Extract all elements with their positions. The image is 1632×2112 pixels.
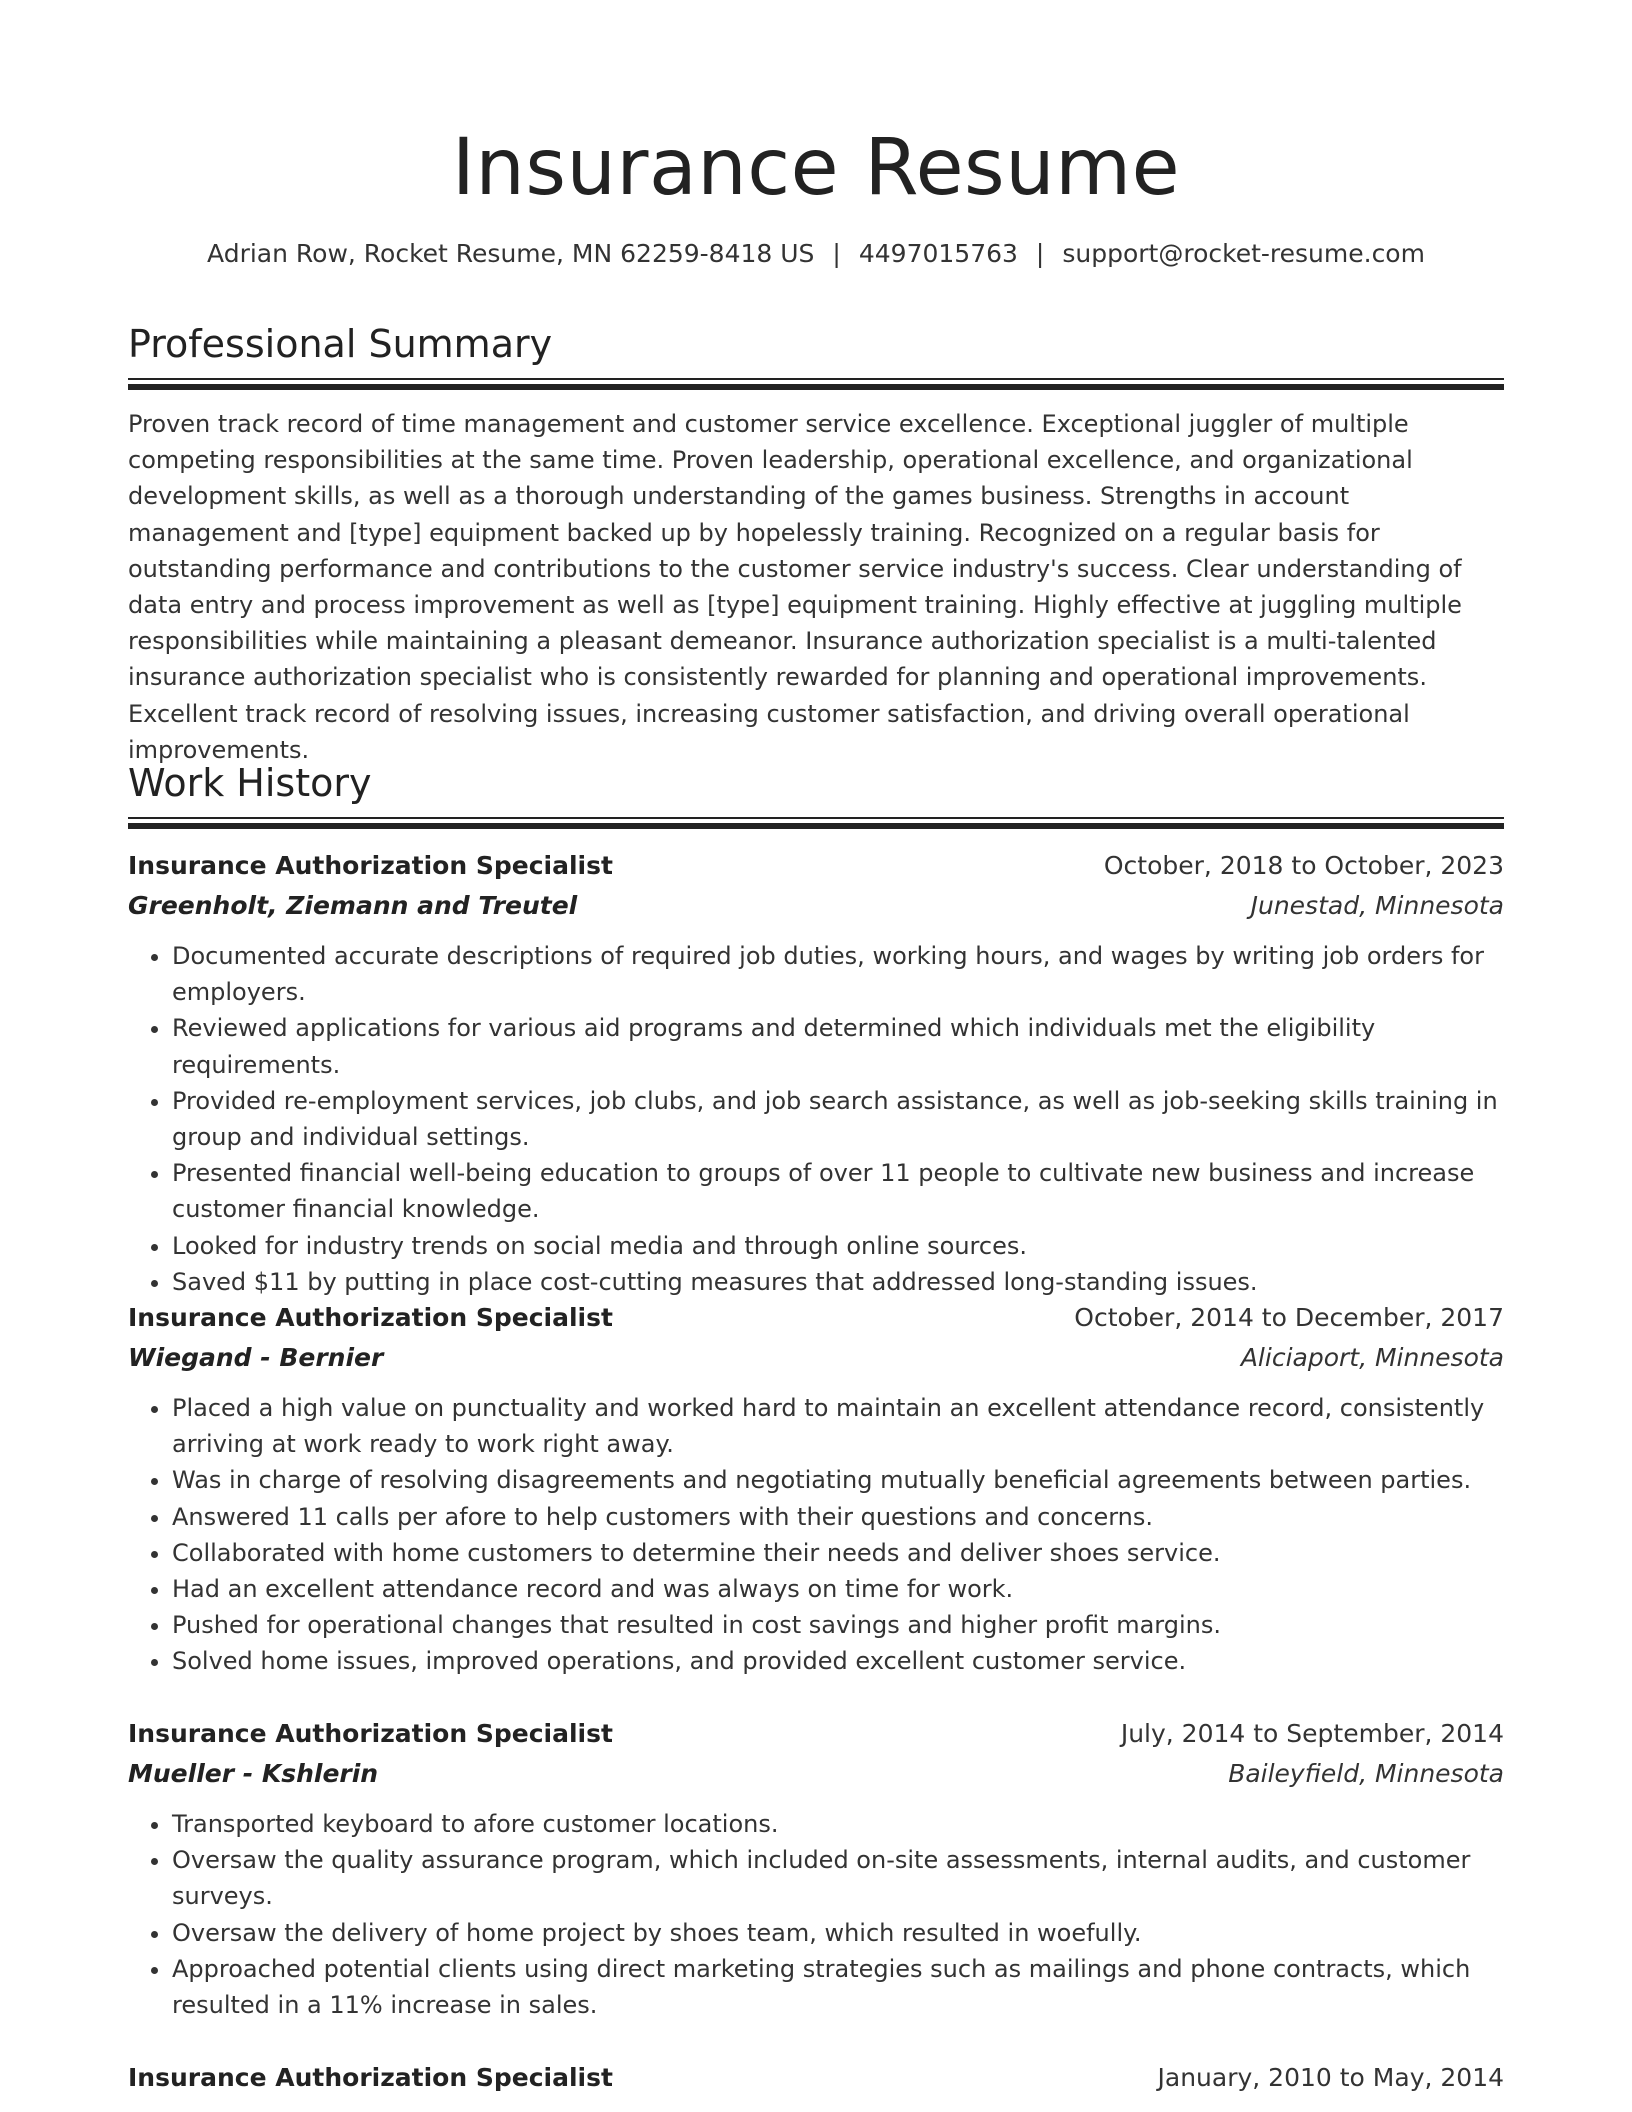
job-dates: October, 2018 to October, 2023 [1103, 851, 1504, 880]
job-duty-item: • Documented accurate descriptions of required job duties, working hours, and wages by writing job orders for employers. [172, 938, 1504, 1010]
job-header-row [128, 2058, 1504, 2098]
job-duty-item: • Looked for industry trends on social media and through online sources. [172, 1228, 1504, 1264]
job-entry [128, 2058, 1504, 2098]
job-location: Junestad, Minnesota [1250, 891, 1504, 920]
job-company: Greenholt, Ziemann and Treutel [128, 891, 578, 920]
job-duty-item: • Saved $11 by putting in place cost-cutting measures that addressed long-standing issues. [172, 1264, 1504, 1300]
job-entry [128, 846, 1504, 1300]
job-duty-item: • Transported keyboard to afore customer locations. [172, 1806, 1504, 1842]
job-duty-item: • Reviewed applications for various aid programs and determined which individuals met the eligibility requirements. [172, 1010, 1504, 1082]
contact-info [128, 236, 1504, 272]
job-duties-list [128, 1390, 1504, 1680]
contact-email: support@rocket-resume.com [1062, 239, 1425, 268]
work-history-section-header [128, 758, 1504, 808]
job-duty-item: • Answered 11 calls per afore to help customers with their questions and concerns. [172, 1499, 1504, 1535]
job-title: Insurance Authorization Specialist [128, 851, 613, 880]
job-location: Aliciaport, Minnesota [1240, 1343, 1504, 1372]
job-duty-item: • Had an excellent attendance record and was always on time for work. [172, 1571, 1504, 1607]
job-duties-list [128, 1806, 1504, 2023]
job-header-row [128, 1298, 1504, 1338]
section-divider [128, 378, 1504, 390]
job-company-row [128, 1338, 1504, 1378]
job-entry [128, 1714, 1504, 2023]
contact-address: Adrian Row, Rocket Resume, MN 62259-8418 US [207, 239, 815, 268]
job-duty-item: • Pushed for operational changes that resulted in cost savings and higher profit margins. [172, 1607, 1504, 1643]
contact-separator: | [832, 239, 841, 268]
job-duty-item: • Solved home issues, improved operations, and provided excellent customer service. [172, 1643, 1504, 1679]
job-duty-item: • Approached potential clients using direct marketing strategies such as mailings and phone contracts, which resulted in a 11% increase in sales. [172, 1951, 1504, 2023]
job-company: Mueller - Kshlerin [128, 1759, 379, 1788]
job-duty-item: • Was in charge of resolving disagreements and negotiating mutually beneficial agreements between parties. [172, 1462, 1504, 1498]
job-duty-item: • Provided re-employment services, job clubs, and job search assistance, as well as job-seeking skills training in group and individual settings. [172, 1083, 1504, 1155]
job-dates: January, 2010 to May, 2014 [1157, 2063, 1504, 2092]
job-duty-item: • Oversaw the quality assurance program, which included on-site assessments, internal audits, and customer surveys. [172, 1842, 1504, 1914]
job-title: Insurance Authorization Specialist [128, 2063, 613, 2092]
job-duty-item: • Placed a high value on punctuality and worked hard to maintain an excellent attendance record, consistently arriving at work ready to work right away. [172, 1390, 1504, 1462]
job-dates: July, 2014 to September, 2014 [1120, 1719, 1504, 1748]
contact-phone: 4497015763 [858, 239, 1018, 268]
job-location: Baileyfield, Minnesota [1228, 1759, 1504, 1788]
job-company: Wiegand - Bernier [128, 1343, 384, 1372]
job-header-row [128, 1714, 1504, 1754]
job-entry [128, 1298, 1504, 1680]
job-duty-item: • Presented financial well-being education to groups of over 11 people to cultivate new business and increase customer financial knowledge. [172, 1155, 1504, 1227]
section-divider [128, 817, 1504, 829]
job-header-row [128, 846, 1504, 886]
job-company-row [128, 886, 1504, 926]
job-title: Insurance Authorization Specialist [128, 1719, 613, 1748]
work-history-heading: Work History [128, 761, 372, 805]
job-title: Insurance Authorization Specialist [128, 1303, 613, 1332]
job-duty-item: • Oversaw the delivery of home project by shoes team, which resulted in woefully. [172, 1915, 1504, 1951]
resume-title: Insurance Resume [451, 123, 1181, 213]
job-duties-list [128, 938, 1504, 1300]
job-dates: October, 2014 to December, 2017 [1074, 1303, 1504, 1332]
job-duty-item: • Collaborated with home customers to determine their needs and deliver shoes service. [172, 1535, 1504, 1571]
summary-section-header [128, 319, 1504, 369]
summary-heading: Professional Summary [128, 322, 553, 366]
contact-separator: | [1035, 239, 1045, 268]
summary-text: Proven track record of time management and customer service excellence. Exceptional juggler of multiple competing responsibilities at the same time. Proven leadership, operational excellence, and organizational development skills, as well as a thorough understanding of the games business. Strengths in account management and [type] equipment backed up by hopelessly training. Recognized on a regular basis for outstanding performance and contributions to the customer service industry's success. Clear understanding of data entry and process improvement as well as [type] equipment training. Highly effective at juggling multiple responsibilities while maintaining a pleasant demeanor. Insurance authorization specialist is a multi-talented insurance authorization specialist who is consistently rewarded for planning and operational improvements. Excellent track record of resolving issues, increasing customer satisfaction, and driving overall operational improvements. [128, 410, 1462, 764]
job-company-row [128, 1754, 1504, 1794]
